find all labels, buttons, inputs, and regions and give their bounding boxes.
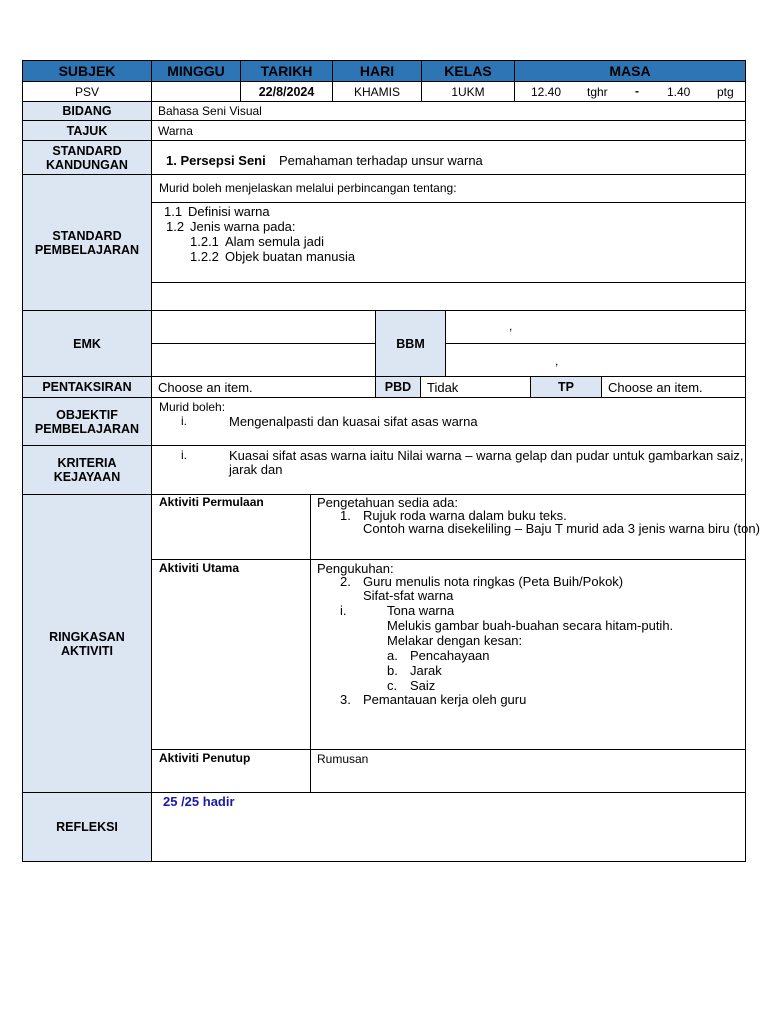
- aktiviti-penutup-content: [310, 749, 746, 793]
- utama-line3: Pemantauan kerja oleh guru: [363, 692, 527, 707]
- kelas-value: 1UKM: [421, 81, 515, 102]
- masa-start: 12.40: [531, 85, 562, 99]
- permulaan-line2: Contoh warna disekeliling – Baju T murid ada 3 jenis warna biru (ton): [363, 521, 760, 536]
- objektif-label-line1: OBJEKTIF: [56, 407, 118, 422]
- ringkasan-label: [22, 494, 152, 793]
- penutup-value: Rumusan: [317, 752, 369, 766]
- standard-pembelajaran-label-line2: PEMBELAJARAN: [34, 242, 140, 257]
- kriteria-num: i.: [181, 448, 187, 462]
- aktiviti-utama-content: [310, 559, 746, 750]
- subjek-value: PSV: [22, 81, 152, 102]
- permulaan-num: 1.: [340, 508, 351, 523]
- aktiviti-penutup-label: Aktiviti Penutup: [159, 751, 251, 765]
- header-tarikh: TARIKH: [240, 60, 333, 82]
- standard-kandungan-label: [22, 140, 152, 175]
- utama-line2: Guru menulis nota ringkas (Peta Buih/Pokok): [363, 574, 624, 589]
- utama-melukis: Melukis gambar buah-buahan secara hitam-putih.: [387, 618, 674, 633]
- utama-num2: 2.: [340, 574, 351, 589]
- refleksi-value: 25 /25 hadir: [163, 794, 235, 809]
- pentaksiran-dropdown[interactable]: Choose an item.: [151, 376, 376, 398]
- header-kelas: KELAS: [421, 60, 515, 82]
- utama-sub-text: Saiz: [410, 678, 436, 693]
- header-minggu: MINGGU: [151, 60, 241, 82]
- objektif-text: Mengenalpasti dan kuasai sifat asas warna: [229, 414, 478, 429]
- tarikh-value: 22/8/2024: [240, 81, 333, 102]
- standard-pembelajaran-intro: Murid boleh menjelaskan melalui perbincangan tentang:: [159, 181, 457, 195]
- aktiviti-utama-label-cell: [151, 559, 311, 750]
- standard-pembelajaran-intro-cell: [151, 174, 746, 203]
- masa-end-unit: ptg: [717, 85, 734, 99]
- standard-kandungan-bold: 1. Persepsi Seni: [166, 153, 266, 168]
- tp-label: TP: [530, 376, 602, 398]
- standard-pembelajaran-label-line1: STANDARD: [52, 228, 122, 243]
- utama-num3: 3.: [340, 692, 351, 707]
- sp-item-text: Objek buatan manusia: [225, 249, 356, 264]
- pentaksiran-label: PENTAKSIRAN: [22, 376, 152, 398]
- sp-item-num: 1.1: [164, 204, 183, 219]
- standard-kandungan-label-line2: KANDUNGAN: [46, 157, 128, 172]
- utama-roman: i.: [340, 603, 347, 618]
- standard-pembelajaran-label: [22, 174, 152, 311]
- bbm-label: BBM: [375, 310, 446, 377]
- standard-pembelajaran-list: [151, 202, 746, 283]
- bbm-row1-text: ,: [509, 319, 513, 333]
- pbd-label: PBD: [375, 376, 421, 398]
- standard-kandungan-value: [151, 140, 746, 175]
- objektif-label: [22, 397, 152, 446]
- standard-kandungan-text: Pemahaman terhadap unsur warna: [279, 153, 483, 168]
- tajuk-value: Warna: [151, 120, 746, 141]
- refleksi-value-cell: [151, 792, 746, 862]
- objektif-value: [151, 397, 746, 446]
- aktiviti-permulaan-label-cell: [151, 494, 311, 560]
- ringkasan-label-line2: AKTIVITI: [60, 643, 114, 658]
- kriteria-line1: Kuasai sifat asas warna iaitu Nilai warna – warna gelap dan pudar untuk gambarkan saiz,: [229, 448, 744, 463]
- aktiviti-penutup-label-cell: [151, 749, 311, 793]
- utama-sub-letter: a.: [387, 648, 398, 663]
- tajuk-label: TAJUK: [22, 120, 152, 141]
- standard-pembelajaran-empty: [151, 282, 746, 311]
- kriteria-label-line2: KEJAYAAN: [53, 470, 121, 484]
- utama-sub-text: Pencahayaan: [410, 648, 490, 663]
- masa-value: [514, 81, 746, 102]
- masa-dash: -: [635, 84, 639, 98]
- emk-row1: [151, 310, 376, 344]
- utama-sub-letter: b.: [387, 663, 398, 678]
- masa-start-unit: tghr: [587, 85, 608, 99]
- kriteria-label: [22, 445, 152, 495]
- kriteria-value: [151, 445, 746, 495]
- pbd-value: Tidak: [420, 376, 531, 398]
- utama-sub-letter: c.: [387, 678, 398, 693]
- header-subjek: SUBJEK: [22, 60, 152, 82]
- emk-row2: [151, 343, 376, 377]
- sp-item-text: Definisi warna: [188, 204, 270, 219]
- aktiviti-utama-label: Aktiviti Utama: [159, 561, 240, 575]
- utama-melakar: Melakar dengan kesan:: [387, 633, 523, 648]
- emk-label: EMK: [22, 310, 152, 377]
- masa-end: 1.40: [667, 85, 691, 99]
- utama-tona: Tona warna: [387, 603, 455, 618]
- standard-kandungan-label-line1: STANDARD: [52, 143, 122, 158]
- ringkasan-label-line1: RINGKASAN: [49, 629, 125, 644]
- kriteria-line2: jarak dan: [229, 462, 283, 477]
- objektif-label-line2: PEMBELAJARAN: [34, 421, 140, 436]
- aktiviti-permulaan-label: Aktiviti Permulaan: [159, 495, 264, 509]
- utama-heading: Pengukuhan:: [317, 561, 394, 576]
- permulaan-line1: Rujuk roda warna dalam buku teks.: [363, 508, 567, 523]
- sp-item-num: 1.2.1: [190, 234, 219, 249]
- header-masa: MASA: [514, 60, 746, 82]
- utama-sub-text: Jarak: [410, 663, 442, 678]
- hari-value: KHAMIS: [332, 81, 422, 102]
- sp-item-num: 1.2: [166, 219, 185, 234]
- kriteria-label-line1: KRITERIA: [57, 456, 117, 470]
- bbm-row1: [445, 310, 746, 344]
- bbm-row2: [445, 343, 746, 377]
- sp-item-text: Jenis warna pada:: [190, 219, 296, 234]
- utama-subheading: Sifat-sfat warna: [363, 588, 454, 603]
- bidang-label: BIDANG: [22, 101, 152, 121]
- refleksi-label: REFLEKSI: [22, 792, 152, 862]
- header-hari: HARI: [332, 60, 422, 82]
- bidang-value: Bahasa Seni Visual: [151, 101, 746, 121]
- sp-item-text: Alam semula jadi: [225, 234, 324, 249]
- minggu-value: [151, 81, 241, 102]
- aktiviti-permulaan-content: [310, 494, 760, 560]
- objektif-intro: Murid boleh:: [159, 400, 226, 414]
- objektif-num: i.: [181, 414, 187, 428]
- bbm-row2-text: ,: [555, 354, 559, 368]
- permulaan-heading: Pengetahuan sedia ada:: [317, 495, 458, 510]
- sp-item-num: 1.2.2: [190, 249, 219, 264]
- tp-dropdown[interactable]: Choose an item.: [601, 376, 746, 398]
